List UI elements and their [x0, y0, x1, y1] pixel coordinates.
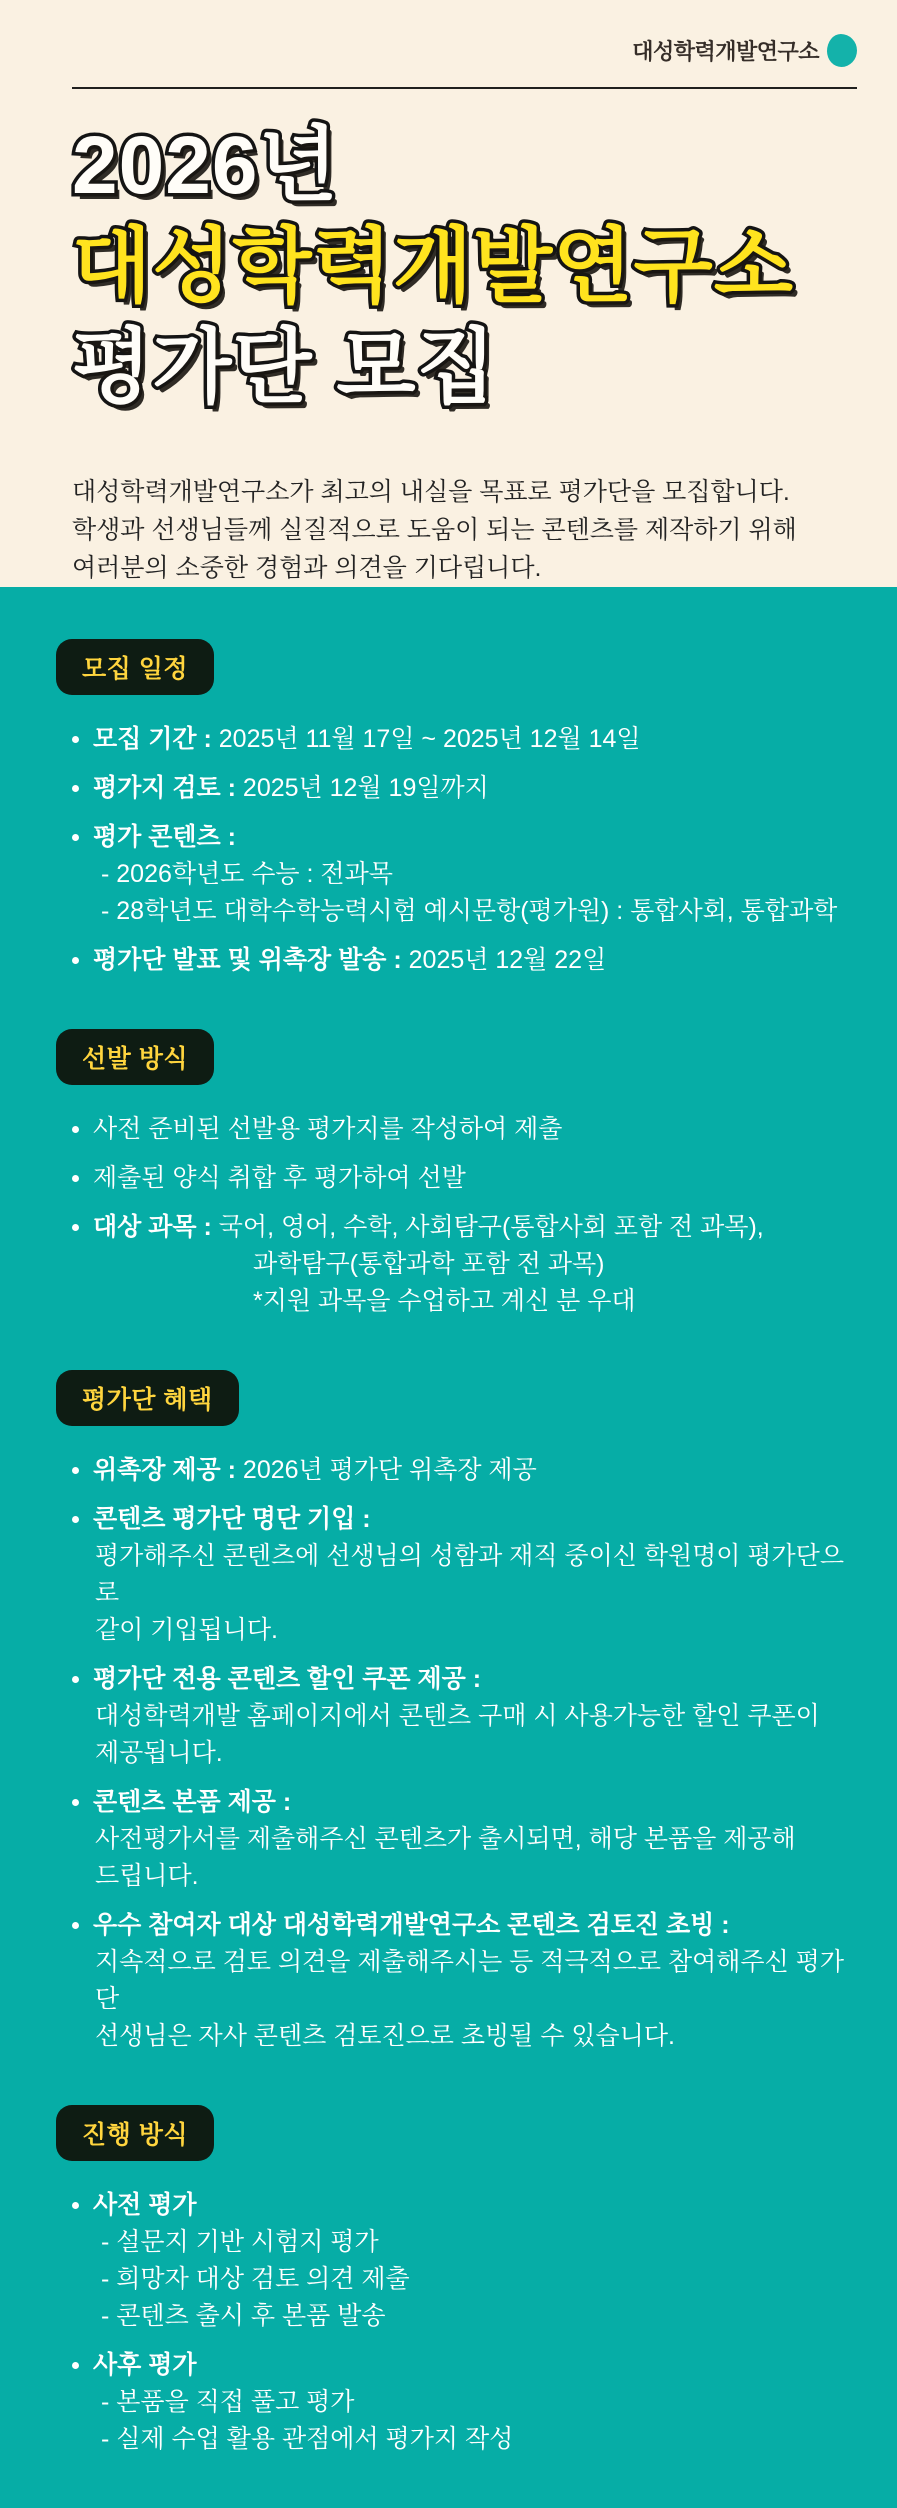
section-badge-selection-method	[56, 1029, 214, 1085]
brand-logo	[72, 34, 859, 67]
list-item-subline: 사전평가서를 제출해주신 콘텐츠가 출시되면, 해당 본품을 제공해	[95, 1824, 796, 1853]
bullet-dot-icon	[72, 1799, 79, 1806]
list-item-main-line	[93, 721, 641, 758]
hero-section	[0, 0, 897, 587]
section-badge-label: 진행 방식	[82, 2120, 189, 2149]
details-section	[0, 587, 897, 2508]
list-item	[70, 1784, 857, 1895]
list-item-content	[93, 721, 641, 758]
list-item-content	[93, 1209, 764, 1320]
hero-description-line: 학생과 선생님들께 실질적으로 도움이 되는 콘텐츠를 제작하기 위해	[72, 515, 797, 544]
list-item-text: 2025년 12월 22일	[408, 945, 607, 974]
bullet-dot-icon	[72, 1516, 79, 1523]
bullet-dot-icon	[72, 1126, 79, 1133]
list-item-label: 대상 과목 :	[93, 1212, 219, 1241]
divider-line	[72, 87, 857, 89]
list-item	[70, 1907, 857, 2055]
list-item-main-line	[93, 770, 489, 807]
title-organization: 대성학력개발연구소	[72, 221, 794, 312]
brand-logo-text: 대성학력개발연구소	[632, 39, 819, 64]
list-item-content	[93, 1501, 857, 1649]
list-item-main-line	[93, 1501, 857, 1538]
list-item	[70, 819, 857, 930]
list-item-subline: 선생님은 자사 콘텐츠 검토진으로 초빙될 수 있습니다.	[95, 2021, 675, 2050]
list-item-content	[93, 1160, 466, 1197]
bullet-dot-icon	[72, 1467, 79, 1474]
section-recruit-schedule	[70, 639, 857, 979]
title-recruit: 평가단 모집	[72, 322, 497, 413]
list-item-main-line	[93, 1784, 796, 1821]
list-item-text: 국어, 영어, 수학, 사회탐구(통합사회 포함 전 과목),	[218, 1212, 764, 1241]
list-item-main-line	[93, 1111, 562, 1148]
bullet-dot-icon	[72, 736, 79, 743]
list-item	[70, 1111, 857, 1148]
list-item-subline: 제공됩니다.	[95, 1738, 223, 1767]
list-item	[70, 1452, 857, 1489]
list-item-label: 사후 평가	[93, 2350, 197, 2379]
list-item-subline: - 콘텐츠 출시 후 본품 발송	[101, 2301, 386, 2330]
list-item-label: 모집 기간 :	[93, 724, 219, 753]
hero-description-line: 여러분의 소중한 경험과 의견을 기다립니다.	[72, 553, 542, 582]
list-item-text: 2025년 12월 19일까지	[242, 773, 489, 802]
bullet-dot-icon	[72, 2362, 79, 2369]
list-item-content	[93, 942, 606, 979]
list-item-content	[93, 1661, 820, 1772]
section-badge-label: 선발 방식	[82, 1044, 189, 1073]
list-item-label: 평가지 검토 :	[93, 773, 243, 802]
section-badge-process	[56, 2105, 214, 2161]
list-item-content	[93, 1907, 857, 2055]
list-item-main-line	[93, 2347, 513, 2384]
list-item	[70, 1160, 857, 1197]
list-item-subline: - 희망자 대상 검토 의견 제출	[101, 2264, 410, 2293]
section-evaluator-benefits	[70, 1370, 857, 2055]
section-badge-label: 평가단 혜택	[82, 1385, 213, 1414]
list-item-main-line	[93, 1661, 820, 1698]
list-item-label: 콘텐츠 평가단 명단 기입 :	[93, 1504, 371, 1533]
list-item-content	[93, 770, 489, 807]
list-item-content	[93, 1111, 562, 1148]
list-item-subline: *지원 과목을 수업하고 계신 분 우대	[253, 1286, 636, 1315]
list-item-main-line	[93, 1452, 537, 1489]
list-item-subline: - 설문지 기반 시험지 평가	[101, 2227, 379, 2256]
bullet-dot-icon	[72, 1175, 79, 1182]
list-item-subline: - 28학년도 대학수학능력시험 예시문항(평가원) : 통합사회, 통합과학	[101, 896, 838, 925]
bullet-dot-icon	[72, 1676, 79, 1683]
bullet-dot-icon	[72, 957, 79, 964]
section-badge-label: 모집 일정	[82, 654, 189, 683]
list-item	[70, 1209, 857, 1320]
list-item-main-line	[93, 1209, 764, 1246]
list-item-content	[93, 1784, 796, 1895]
list-item-label: 평가단 전용 콘텐츠 할인 쿠폰 제공 :	[93, 1664, 482, 1693]
section-selection-method	[70, 1029, 857, 1320]
bullet-dot-icon	[72, 785, 79, 792]
list-item-label: 우수 참여자 대상 대성학력개발연구소 콘텐츠 검토진 초빙 :	[93, 1910, 730, 1939]
list-item-subline: - 본품을 직접 풀고 평가	[101, 2387, 355, 2416]
title-year: 2026년	[72, 120, 339, 211]
list-item-main-line	[93, 819, 837, 856]
list-item-text: 사전 준비된 선발용 평가지를 작성하여 제출	[93, 1114, 563, 1143]
list-item	[70, 2347, 857, 2458]
list-item	[70, 1501, 857, 1649]
list-item-subline: 같이 기입됩니다.	[95, 1615, 278, 1644]
list-item-text: 제출된 양식 취합 후 평가하여 선발	[93, 1163, 466, 1192]
list-item-content	[93, 819, 837, 930]
list-item-subline: 지속적으로 검토 의견을 제출해주시는 등 적극적으로 참여해주신 평가단	[95, 1947, 844, 2013]
brand-logo-mark-icon	[827, 34, 857, 67]
list-item-label: 평가 콘텐츠 :	[93, 822, 236, 851]
page-title	[72, 115, 859, 418]
list-item-label: 사전 평가	[93, 2190, 197, 2219]
list-item-subline: 과학탐구(통합과학 포함 전 과목)	[253, 1249, 605, 1278]
list-item-label: 평가단 발표 및 위촉장 발송 :	[93, 945, 409, 974]
list-item-main-line	[93, 2187, 410, 2224]
list-item-subline: - 실제 수업 활용 관점에서 평가지 작성	[101, 2424, 514, 2453]
list-item-label: 위촉장 제공 :	[93, 1455, 243, 1484]
list-item-label: 콘텐츠 본품 제공 :	[93, 1787, 292, 1816]
list-item-main-line	[93, 1907, 857, 1944]
list-item-subline: 대성학력개발 홈페이지에서 콘텐츠 구매 시 사용가능한 할인 쿠폰이	[95, 1701, 820, 1730]
list-item	[70, 721, 857, 758]
list-item-subline: 드립니다.	[95, 1861, 199, 1890]
section-badge-evaluator-benefits	[56, 1370, 239, 1426]
list-item	[70, 770, 857, 807]
list-item-content	[93, 2347, 513, 2458]
section-process	[70, 2105, 857, 2458]
hero-description-line: 대성학력개발연구소가 최고의 내실을 목표로 평가단을 모집합니다.	[72, 477, 790, 506]
list-item-main-line	[93, 1160, 466, 1197]
list-item-content	[93, 1452, 537, 1489]
list-item-main-line	[93, 942, 606, 979]
list-item	[70, 1661, 857, 1772]
list-item-text: 2026년 평가단 위촉장 제공	[242, 1455, 537, 1484]
list-item	[70, 942, 857, 979]
list-item-subline: 평가해주신 콘텐츠에 선생님의 성함과 재직 중이신 학원명이 평가단으로	[95, 1541, 844, 1607]
bullet-dot-icon	[72, 834, 79, 841]
list-item-content	[93, 2187, 410, 2335]
hero-description	[72, 473, 859, 587]
section-badge-recruit-schedule	[56, 639, 214, 695]
bullet-dot-icon	[72, 1922, 79, 1929]
bullet-dot-icon	[72, 2202, 79, 2209]
list-item-subline: - 2026학년도 수능 : 전과목	[101, 859, 393, 888]
bullet-dot-icon	[72, 1224, 79, 1231]
list-item-text: 2025년 11월 17일 ~ 2025년 12월 14일	[218, 724, 641, 753]
list-item	[70, 2187, 857, 2335]
